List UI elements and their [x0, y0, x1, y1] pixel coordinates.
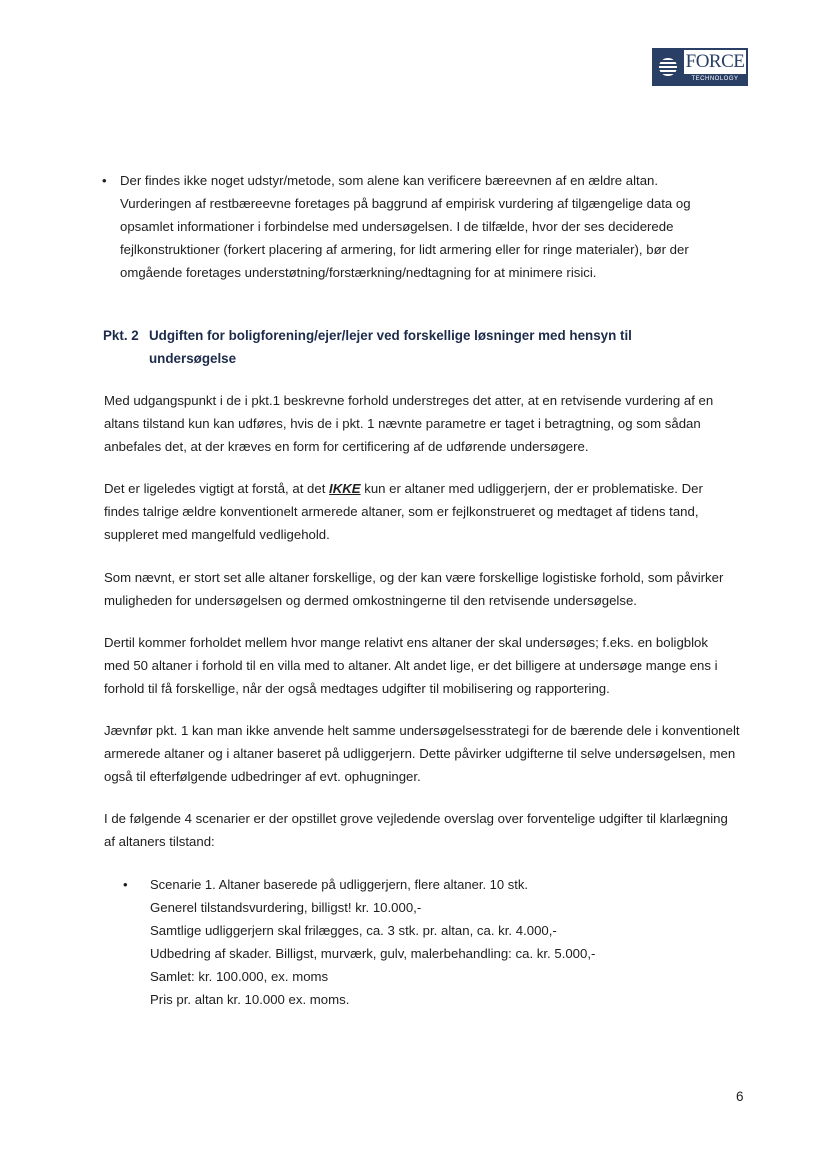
text-run: Det er ligeledes vigtigt at forstå, at det: [104, 481, 330, 496]
force-technology-logo: [652, 48, 748, 86]
paragraph-line: suppleret med mangelfuld vedligehold.: [104, 527, 330, 542]
logo-subtitle: TECHNOLOGY: [684, 74, 746, 84]
intro-line: Vurderingen af restbæreevne foretages på baggrund af empirisk vurdering af tilgængelige data og: [120, 196, 691, 211]
paragraph: [104, 389, 752, 458]
section-heading: [103, 324, 753, 370]
paragraph-line: anbefales det, at der kræves en form for certificering af de udførende undersøgere.: [104, 439, 589, 454]
emphasis-ikke: IKKE: [329, 481, 361, 496]
paragraph-line: I de følgende 4 scenarier er der opstillet grove vejledende overslag over forventelige udgifter til klarlægning: [104, 811, 728, 826]
paragraph: [104, 719, 752, 788]
section-number: Pkt. 2: [103, 328, 139, 343]
scenario-bullet: [123, 873, 750, 1011]
intro-bullet: [102, 169, 745, 284]
scenario-line: Udbedring af skader. Billigst, murværk, gulv, malerbehandling: ca. kr. 5.000,-: [150, 946, 596, 961]
paragraph-line: af altaners tilstand:: [104, 834, 215, 849]
scenario-line: Generel tilstandsvurdering, billigst! kr. 10.000,-: [150, 900, 422, 915]
paragraph-line: findes talrige ældre konventionelt armerede altaner, som er fejlkonstrueret og medtaget af tidens tand,: [104, 504, 699, 519]
paragraph: [104, 566, 752, 612]
paragraph-line: [104, 477, 752, 500]
paragraph: [104, 631, 752, 700]
scenario-line: Pris pr. altan kr. 10.000 ex. moms.: [150, 992, 350, 1007]
bullet-icon: •: [123, 877, 128, 892]
paragraph-line: armerede altaner og i altaner baseret på udliggerjern. Dette påvirker udgifterne til selve undersøgelsen, men: [104, 746, 736, 761]
scenario-line: Samlet: kr. 100.000, ex. moms: [150, 969, 329, 984]
intro-line: Der findes ikke noget udstyr/metode, som alene kan verificere bæreevnen af en ældre altan.: [120, 173, 659, 188]
paragraph-line: Med udgangspunkt i de i pkt.1 beskrevne forhold understreges det atter, at en retvisende vurdering af en: [104, 393, 714, 408]
paragraph-line: altans tilstand kun kan udføres, hvis de i pkt. 1 nævnte parametre er taget i betragtning, og som sådan: [104, 416, 701, 431]
paragraph-line: med 50 altaner i forhold til en villa med to altaner. Alt andet lige, er det billigere at undersøge mange ens i: [104, 658, 718, 673]
text-run: kun er altaner med udliggerjern, der er problematiske. Der: [360, 481, 703, 496]
scenario-line: Samtlige udliggerjern skal frilægges, ca. 3 stk. pr. altan, ca. kr. 4.000,-: [150, 923, 557, 938]
globe-icon: [654, 50, 684, 84]
paragraph: [104, 807, 752, 853]
paragraph-line: muligheden for undersøgelsen og dermed omkostningerne til den retvisende undersøgelse.: [104, 593, 637, 608]
paragraph-line: Som nævnt, er stort set alle altaner forskellige, og der kan være forskellige logistiske forhold, som påvirker: [104, 570, 724, 585]
paragraph: [104, 477, 752, 546]
section-title-line: Udgiften for boligforening/ejer/lejer ved forskellige løsninger med hensyn til: [149, 328, 632, 343]
page-number: 6: [736, 1089, 744, 1104]
paragraph-line: forhold til få forskellige, når der også medtages udgifter til mobilisering og rapportering.: [104, 681, 610, 696]
bullet-icon: •: [102, 173, 107, 188]
scenario-title: Scenarie 1. Altaner baserede på udliggerjern, flere altaner. 10 stk.: [150, 877, 528, 892]
section-title-line: undersøgelse: [149, 351, 237, 366]
intro-line: omgående foretages understøtning/forstærkning/nedtagning for at minimere risici.: [120, 265, 597, 280]
paragraph-line: også til efterfølgende udbedringer af evt. ophugninger.: [104, 769, 421, 784]
logo-word: FORCE: [685, 51, 745, 72]
paragraph-line: Dertil kommer forholdet mellem hvor mange relativt ens altaner der skal undersøges; f.eks. en boligblok: [104, 635, 708, 650]
intro-line: fejlkonstruktioner (forkert placering af armering, for lidt armering eller for ringe materialer), bør der: [120, 242, 689, 257]
paragraph-line: Jævnfør pkt. 1 kan man ikke anvende helt samme undersøgelsesstrategi for de bærende dele i konventionelt: [104, 723, 740, 738]
intro-line: opsamlet informationer i forbindelse med undersøgelsen. I de tilfælde, hvor der ses deciderede: [120, 219, 674, 234]
